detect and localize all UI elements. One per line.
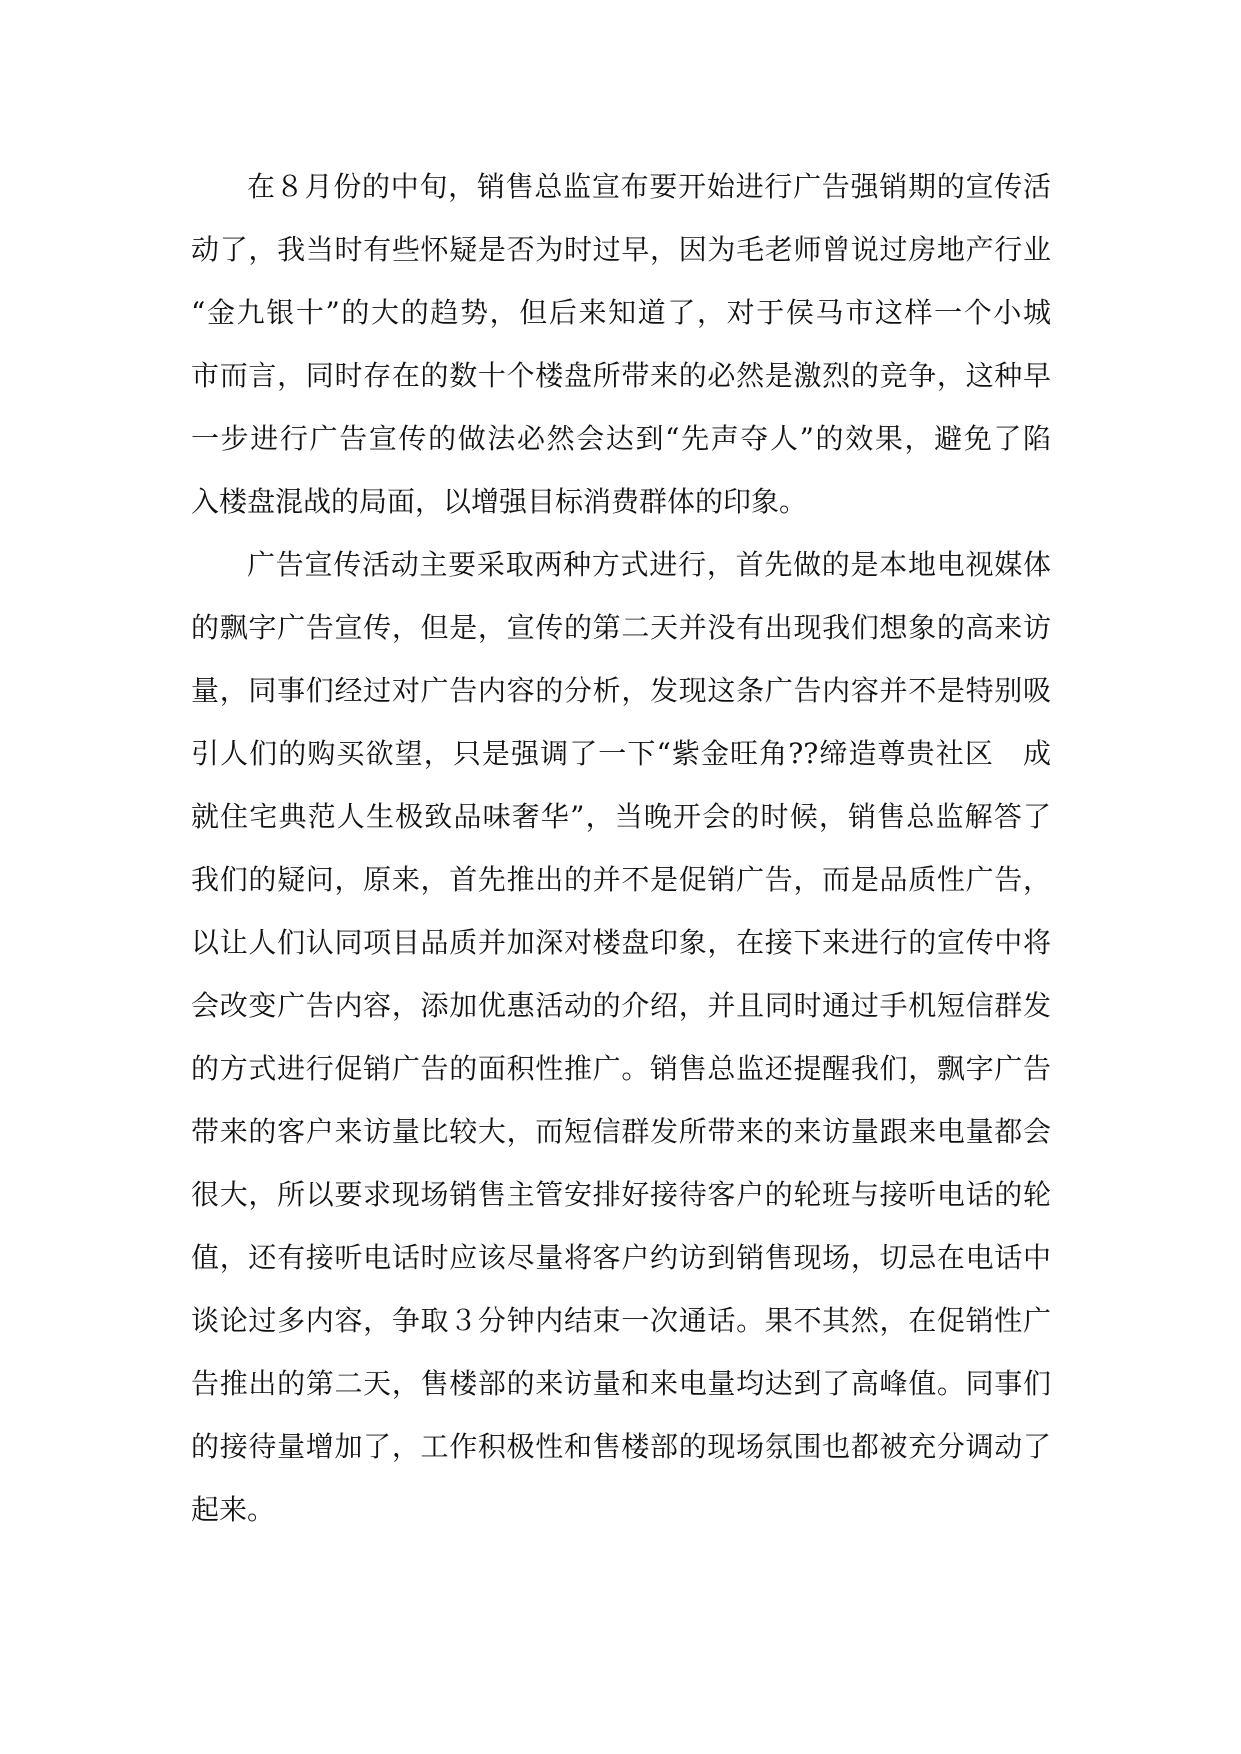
paragraph-line: 量，同事们经过对广告内容的分析，发现这条广告内容并不是特别吸 xyxy=(191,674,1051,707)
paragraph-line: 带来的客户来访量比较大，而短信群发所带来的来访量跟来电量都会 xyxy=(191,1115,1051,1148)
paragraph-line: 谈论过多内容，争取３分钟内结束一次通话。果不其然，在促销性广 xyxy=(191,1304,1051,1337)
paragraph-line: 在８月份的中旬，销售总监宣布要开始进行广告强销期的宣传活 xyxy=(247,170,1051,203)
paragraph-line: 广告宣传活动主要采取两种方式进行，首先做的是本地电视媒体 xyxy=(247,548,1051,581)
paragraph-line: 会改变广告内容，添加优惠活动的介绍，并且同时通过手机短信群发 xyxy=(191,989,1051,1022)
paragraph-line: 引人们的购买欲望，只是强调了一下“紫金旺角??缔造尊贵社区 成 xyxy=(191,737,1051,770)
paragraph-line: 的飘字广告宣传，但是，宣传的第二天并没有出现我们想象的高来访 xyxy=(191,611,1051,644)
paragraph-line: 动了，我当时有些怀疑是否为时过早，因为毛老师曾说过房地产行业 xyxy=(191,233,1051,266)
paragraph-line: 市而言，同时存在的数十个楼盘所带来的必然是激烈的竞争，这种早 xyxy=(191,359,1051,392)
paragraph-line: 以让人们认同项目品质并加深对楼盘印象，在接下来进行的宣传中将 xyxy=(191,926,1051,959)
body-text xyxy=(191,155,1051,1541)
paragraph-line: 起来。 xyxy=(191,1493,276,1526)
paragraph-line: 我们的疑问，原来，首先推出的并不是促销广告，而是品质性广告， xyxy=(191,863,1051,896)
paragraph-line: “金九银十”的大的趋势，但后来知道了，对于侯马市这样一个小城 xyxy=(191,296,1051,329)
paragraph-line: 很大，所以要求现场销售主管安排好接待客户的轮班与接听电话的轮 xyxy=(191,1178,1051,1211)
paragraph-line: 的接待量增加了，工作积极性和售楼部的现场氛围也都被充分调动了 xyxy=(191,1430,1051,1463)
paragraph-line: 入楼盘混战的局面，以增强目标消费群体的印象。 xyxy=(191,485,808,518)
paragraph-line: 就住宅典范人生极致品味奢华”，当晚开会的时候，销售总监解答了 xyxy=(191,800,1051,833)
paragraph-line: 告推出的第二天，售楼部的来访量和来电量均达到了高峰值。同事们 xyxy=(191,1367,1051,1400)
paragraph-1 xyxy=(191,155,1051,533)
paragraph-2 xyxy=(191,533,1051,1541)
paragraph-line: 一步进行广告宣传的做法必然会达到“先声夺人”的效果，避免了陷 xyxy=(191,422,1051,455)
paragraph-line: 的方式进行促销广告的面积性推广。销售总监还提醒我们，飘字广告 xyxy=(191,1052,1051,1085)
paragraph-line: 值，还有接听电话时应该尽量将客户约访到销售现场，切忌在电话中 xyxy=(191,1241,1051,1274)
